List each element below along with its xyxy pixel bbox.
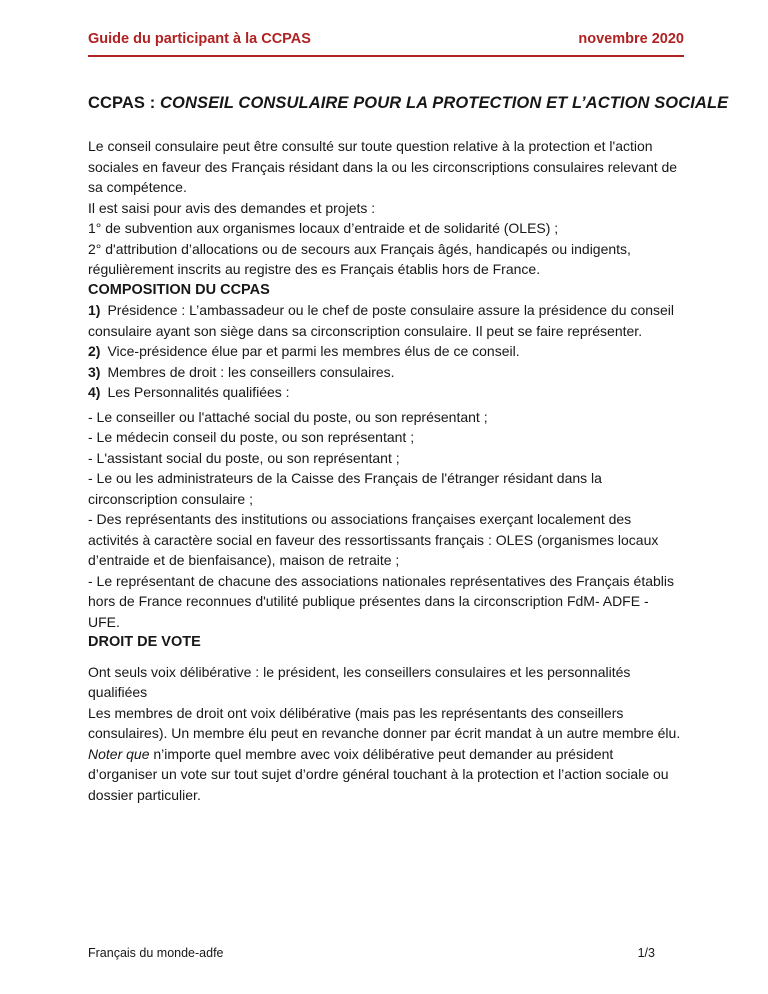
composition-item-vice-presidence — [88, 341, 684, 362]
item-number: 1) — [88, 302, 101, 318]
header-guide-title: Guide du participant à la CCPAS — [88, 31, 311, 47]
bullet-representant-associations: - Le représentant de chacune des associations nationales représentatives des Français établis hors de France reconnues d'utilité publique présentes dans la circonscription FdM- ADFE - UFE. — [88, 572, 675, 630]
vote-paragraph-membres: Les membres de droit ont voix délibérative (mais pas les représentants des conseillers consulaires). Un membre élu peut en revanche donner par écrit mandat à un autre membre élu. — [88, 704, 681, 741]
page-header — [88, 31, 684, 57]
document-body — [88, 136, 684, 805]
intro-saisi-line: Il est saisi pour avis des demandes et projets : — [88, 199, 376, 216]
noter-que-rest: n’importe quel membre avec voix délibérative peut demander au président d’organiser un vote sur tout sujet d’ordre général touchant à la protection et l’action sociale ou dossier particulier. — [88, 745, 669, 803]
page-footer — [88, 946, 684, 960]
item-text: Présidence : L’ambassadeur ou le chef de poste consulaire assure la présidence du conseil consulaire ayant son siège dans sa circonscription consulaire. Il peut se faire représenter. — [88, 302, 675, 339]
document-title — [88, 94, 729, 113]
bullet-medecin-conseil: - Le médecin conseil du poste, ou son représentant ; — [88, 429, 415, 445]
personnalites-bullet-list — [88, 407, 684, 633]
composition-item-personnalites — [88, 382, 684, 403]
composition-item-membres-de-droit — [88, 362, 684, 383]
item-number: 3) — [88, 363, 101, 380]
composition-item-presidence — [88, 300, 684, 341]
intro-paragraph: Le conseil consulaire peut être consulté sur toute question relative à la protection et l'action sociales en faveur des Français résidant dans la ou les circonscriptions consulaires relevant de sa compétence. — [88, 138, 678, 195]
item-number: 2) — [88, 343, 101, 359]
item-text: Vice-présidence élue par et parmi les membres élus de ce conseil. — [107, 343, 520, 359]
footer-organization: Français du monde-adfe — [88, 946, 224, 960]
bullet-conseiller-social: - Le conseiller ou l'attaché social du poste, ou son représentant ; — [88, 408, 488, 425]
bullet-administrateurs-cfe: - Le ou les administrateurs de la Caisse des Français de l'étranger résidant dans la circonscription consulaire ; — [88, 470, 602, 507]
bullet-assistant-social: - L'assistant social du poste, ou son représentant ; — [88, 449, 400, 466]
bullet-representants-institutions: - Des représentants des institutions ou associations françaises exerçant localement des activités à caractère social en faveur des ressortissants français : OLES (organismes locaux d’entraide et de bienfaisance), maison de retraite ; — [88, 511, 659, 568]
intro-item-2: 2° d'attribution d’allocations ou de secours aux Français âgés, handicapés ou indigents, régulièrement inscrits au registre des es Français établis hors de France. — [88, 240, 631, 277]
document-title-emphasis: CONSEIL CONSULAIRE POUR LA PROTECTION ET L’ACTION SOCIALE — [160, 94, 729, 112]
droit-de-vote-heading: DROIT DE VOTE — [88, 634, 201, 650]
vote-paragraph-deliberative: Ont seuls voix délibérative : le président, les conseillers consulaires et les personnalités qualifiées — [88, 663, 631, 700]
intro-section — [88, 136, 684, 280]
composition-heading: COMPOSITION DU CCPAS — [88, 281, 270, 298]
vote-paragraph-noter — [88, 744, 684, 806]
intro-item-1: 1° de subvention aux organismes locaux d’entraide et de solidarité (OLES) ; — [88, 220, 559, 236]
footer-page-number: 1/3 — [637, 946, 655, 960]
item-number: 4) — [88, 384, 101, 400]
item-text: Les Personnalités qualifiées : — [107, 384, 290, 400]
header-date: novembre 2020 — [578, 31, 684, 47]
document-title-prefix: CCPAS : — [88, 94, 160, 112]
droit-de-vote-section — [88, 662, 684, 806]
noter-que-lead: Noter que — [88, 745, 150, 762]
item-text: Membres de droit : les conseillers consulaires. — [107, 363, 395, 380]
